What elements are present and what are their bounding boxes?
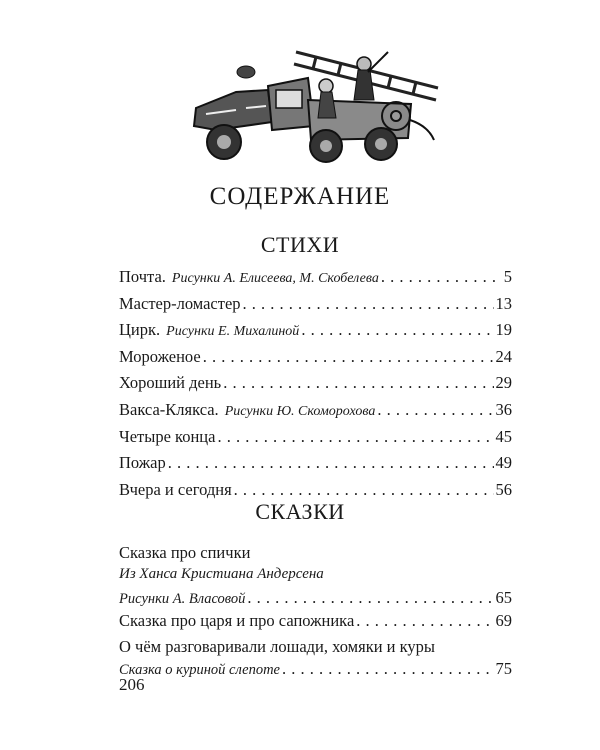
dot-leader [377,400,493,420]
toc-entry[interactable]: Сказка про спички [119,543,251,562]
toc-entry[interactable]: О чём разговаривали лошади, хомяки и куры [119,636,436,656]
toc-entry-illustrator[interactable]: Рисунки А. Власовой . . . 65 [119,588,512,611]
toc-entry[interactable]: Мастер-ломастер . . . 13 [119,294,512,321]
toc-entry[interactable]: Сказка про царя и про сапожника . . . 69 [119,611,512,637]
toc-entry[interactable]: Четыре конца . . . 45 [119,427,512,454]
dot-leader [381,267,502,287]
poems-toc [119,267,512,506]
dot-leader [243,294,494,314]
toc-entry[interactable]: Пожар . . . 49 [119,453,512,480]
dot-leader [234,480,494,500]
section-heading-tales: СКАЗКИ [255,499,345,524]
dot-leader [203,347,494,367]
toc-entry-subtitle[interactable]: Сказка о куриной слепоте . . . 75 [119,659,512,682]
dot-leader [168,453,494,473]
toc-entry[interactable]: Вакса-Клякса. Рисунки Ю. Скоморохова . . . 36 [119,400,512,427]
dot-leader [282,659,494,679]
dot-leader [301,320,493,340]
dot-leader [217,427,493,447]
toc-entry[interactable]: Почта. Рисунки А. Елисеева, М. Скобелева . . . 5 [119,267,512,294]
page-number: 206 [119,675,145,694]
toc-entry[interactable]: Мороженое . . . 24 [119,347,512,374]
dot-leader [356,611,493,631]
dot-leader [223,373,493,393]
toc-entry-source: Из Ханса Кристиана Андерсена [119,565,324,582]
section-heading-poems: СТИХИ [260,232,340,257]
dot-leader [247,588,493,608]
toc-entry[interactable]: Хороший день . . . 29 [119,373,512,400]
truck-illustration [176,30,446,180]
tales-toc [119,543,512,682]
page-title: СОДЕРЖАНИЕ [209,183,391,210]
toc-entry[interactable]: Цирк. Рисунки Е. Михалиной . . . 19 [119,320,512,347]
toc-entry[interactable]: Вчера и сегодня . . . 56 [119,480,512,507]
